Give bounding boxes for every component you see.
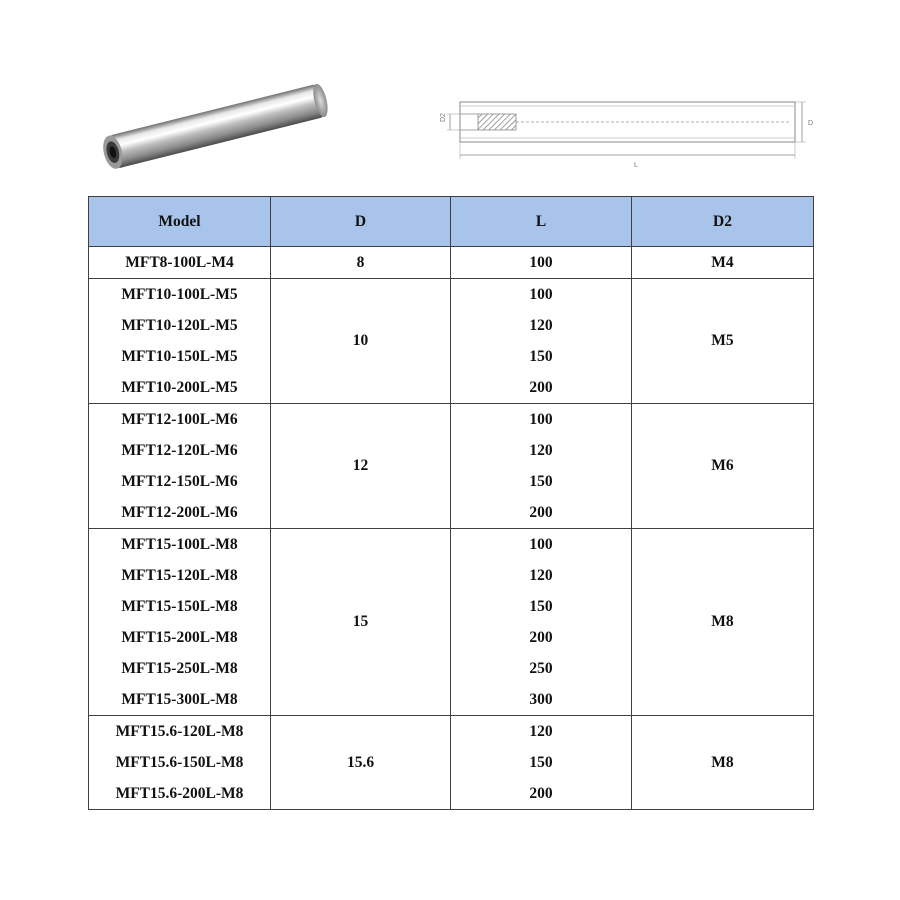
- cell-l: 100: [451, 279, 632, 311]
- cell-l: 200: [451, 778, 632, 810]
- cell-model: MFT15-200L-M8: [89, 622, 271, 653]
- cell-model: MFT15-300L-M8: [89, 684, 271, 716]
- table-row: [89, 279, 814, 311]
- cell-model: MFT10-200L-M5: [89, 372, 271, 404]
- table-row: [89, 404, 814, 436]
- cell-l: 120: [451, 310, 632, 341]
- dim-label-d: D: [808, 120, 814, 127]
- cell-l: 120: [451, 716, 632, 748]
- cell-l: 200: [451, 622, 632, 653]
- cell-l: 150: [451, 341, 632, 372]
- cell-d2: M6: [632, 404, 814, 529]
- cell-d: 12: [271, 404, 451, 529]
- cell-l: 300: [451, 684, 632, 716]
- cell-model: MFT15.6-200L-M8: [89, 778, 271, 810]
- cell-model: MFT15-120L-M8: [89, 560, 271, 591]
- cell-model: MFT15-150L-M8: [89, 591, 271, 622]
- dim-label-d2: D2: [440, 113, 447, 122]
- header-l: L: [451, 197, 632, 247]
- cell-d: 15: [271, 529, 451, 716]
- header-d: D: [271, 197, 451, 247]
- cell-d2: M8: [632, 529, 814, 716]
- cell-l: 150: [451, 466, 632, 497]
- cell-model: MFT15-100L-M8: [89, 529, 271, 561]
- cell-d2: M8: [632, 716, 814, 810]
- cell-model: MFT8-100L-M4: [89, 247, 271, 279]
- cell-model: MFT12-100L-M6: [89, 404, 271, 436]
- cell-model: MFT15-250L-M8: [89, 653, 271, 684]
- cell-l: 150: [451, 747, 632, 778]
- product-photo: [88, 78, 340, 178]
- cell-d: 8: [271, 247, 451, 279]
- cell-model: MFT12-200L-M6: [89, 497, 271, 529]
- cell-l: 250: [451, 653, 632, 684]
- cell-model: MFT12-150L-M6: [89, 466, 271, 497]
- cell-l: 200: [451, 497, 632, 529]
- dim-label-l: L: [634, 162, 638, 169]
- header-model: Model: [89, 197, 271, 247]
- cell-l: 100: [451, 529, 632, 561]
- cell-model: MFT10-100L-M5: [89, 279, 271, 311]
- cell-l: 150: [451, 591, 632, 622]
- technical-drawing: [430, 92, 815, 172]
- table-row: [89, 716, 814, 748]
- cell-model: MFT15.6-120L-M8: [89, 716, 271, 748]
- cell-d: 10: [271, 279, 451, 404]
- cell-model: MFT10-120L-M5: [89, 310, 271, 341]
- table-body: [89, 247, 814, 810]
- table-header-row: [89, 197, 814, 247]
- table-row: [89, 247, 814, 279]
- cell-model: MFT15.6-150L-M8: [89, 747, 271, 778]
- cell-d2: M5: [632, 279, 814, 404]
- cell-l: 200: [451, 372, 632, 404]
- cell-l: 100: [451, 247, 632, 279]
- cell-model: MFT10-150L-M5: [89, 341, 271, 372]
- header-d2: D2: [632, 197, 814, 247]
- cell-l: 100: [451, 404, 632, 436]
- cell-l: 120: [451, 560, 632, 591]
- cell-d2: M4: [632, 247, 814, 279]
- table-row: [89, 529, 814, 561]
- spec-table: [88, 196, 814, 810]
- cell-d: 15.6: [271, 716, 451, 810]
- cell-model: MFT12-120L-M6: [89, 435, 271, 466]
- cell-l: 120: [451, 435, 632, 466]
